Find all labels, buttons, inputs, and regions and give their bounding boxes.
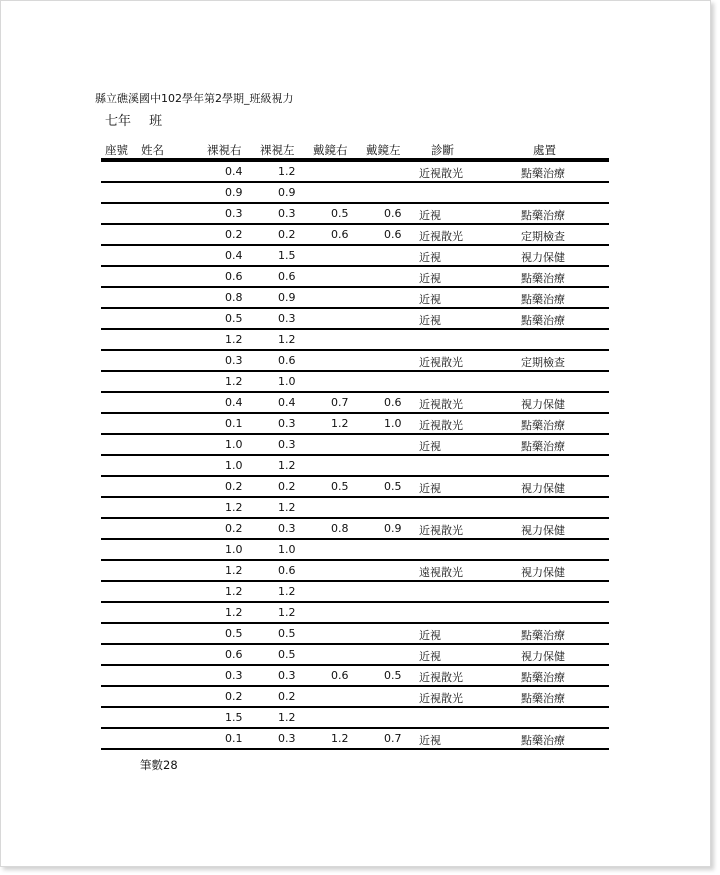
cell-diagnosis: 近視 <box>419 482 441 495</box>
table-row <box>101 393 609 414</box>
cell-treatment: 點藥治療 <box>521 440 565 453</box>
cell-naked-right: 0.2 <box>225 228 243 241</box>
cell-diagnosis: 近視 <box>419 272 441 285</box>
table-row <box>101 246 609 267</box>
cell-naked-right: 0.1 <box>225 732 243 745</box>
cell-naked-right: 0.8 <box>225 291 243 304</box>
cell-naked-left: 0.5 <box>278 648 296 661</box>
cell-glasses-left: 0.7 <box>384 732 402 745</box>
cell-glasses-left: 0.5 <box>384 669 402 682</box>
cell-treatment: 點藥治療 <box>521 209 565 222</box>
cell-glasses-right: 1.2 <box>331 417 349 430</box>
header-glasses-left: 戴鏡左 <box>366 143 401 157</box>
table-row <box>101 561 609 582</box>
cell-treatment: 點藥治療 <box>521 734 565 747</box>
cell-naked-left: 1.2 <box>278 333 296 346</box>
cell-diagnosis: 近視 <box>419 209 441 222</box>
cell-glasses-left: 0.6 <box>384 207 402 220</box>
cell-naked-right: 0.3 <box>225 207 243 220</box>
cell-naked-right: 0.3 <box>225 354 243 367</box>
cell-naked-right: 0.4 <box>225 249 243 262</box>
table-row <box>101 414 609 435</box>
cell-treatment: 視力保健 <box>521 482 565 495</box>
cell-naked-right: 0.2 <box>225 690 243 703</box>
cell-naked-right: 0.6 <box>225 648 243 661</box>
cell-naked-left: 1.0 <box>278 375 296 388</box>
cell-naked-left: 0.6 <box>278 354 296 367</box>
cell-diagnosis: 近視 <box>419 251 441 264</box>
cell-glasses-right: 0.8 <box>331 522 349 535</box>
header-treatment: 處置 <box>533 143 556 157</box>
header-name: 姓名 <box>141 143 164 157</box>
cell-glasses-left: 0.5 <box>384 480 402 493</box>
cell-diagnosis: 近視散光 <box>419 167 463 180</box>
cell-treatment: 點藥治療 <box>521 167 565 180</box>
cell-glasses-right: 0.7 <box>331 396 349 409</box>
cell-naked-left: 1.2 <box>278 606 296 619</box>
cell-treatment: 點藥治療 <box>521 629 565 642</box>
table-row <box>101 183 609 204</box>
table-row <box>101 498 609 519</box>
cell-diagnosis: 近視散光 <box>419 356 463 369</box>
table-row <box>101 267 609 288</box>
cell-naked-left: 0.4 <box>278 396 296 409</box>
table-row <box>101 204 609 225</box>
cell-naked-left: 0.9 <box>278 186 296 199</box>
report-title: 縣立礁溪國中102學年第2學期_班級視力 <box>95 92 294 105</box>
cell-treatment: 視力保健 <box>521 251 565 264</box>
table-row <box>101 708 609 729</box>
cell-diagnosis: 近視散光 <box>419 524 463 537</box>
cell-naked-left: 0.3 <box>278 417 296 430</box>
table-row <box>101 456 609 477</box>
cell-treatment: 視力保健 <box>521 566 565 579</box>
cell-diagnosis: 近視散光 <box>419 398 463 411</box>
vision-table-body <box>101 162 609 750</box>
cell-diagnosis: 近視 <box>419 440 441 453</box>
cell-naked-left: 0.2 <box>278 690 296 703</box>
cell-naked-left: 1.0 <box>278 543 296 556</box>
cell-naked-left: 0.3 <box>278 732 296 745</box>
table-row <box>101 540 609 561</box>
cell-naked-right: 1.2 <box>225 375 243 388</box>
cell-treatment: 定期檢查 <box>521 230 565 243</box>
cell-naked-left: 0.6 <box>278 270 296 283</box>
class-name-label: 班 <box>149 114 163 129</box>
cell-glasses-right: 0.5 <box>331 207 349 220</box>
header-diagnosis: 診斷 <box>431 143 454 157</box>
table-row <box>101 309 609 330</box>
cell-treatment: 定期檢查 <box>521 356 565 369</box>
cell-naked-right: 1.0 <box>225 438 243 451</box>
cell-naked-right: 0.4 <box>225 396 243 409</box>
cell-glasses-left: 0.6 <box>384 396 402 409</box>
header-glasses-right: 戴鏡右 <box>313 143 348 157</box>
cell-naked-left: 0.6 <box>278 564 296 577</box>
table-row <box>101 519 609 540</box>
header-seat: 座號 <box>105 143 128 157</box>
cell-glasses-right: 0.6 <box>331 228 349 241</box>
cell-treatment: 點藥治療 <box>521 293 565 306</box>
cell-glasses-right: 0.5 <box>331 480 349 493</box>
cell-treatment: 視力保健 <box>521 398 565 411</box>
cell-treatment: 點藥治療 <box>521 692 565 705</box>
table-row <box>101 330 609 351</box>
cell-naked-left: 0.3 <box>278 522 296 535</box>
table-row <box>101 372 609 393</box>
cell-treatment: 點藥治療 <box>521 314 565 327</box>
cell-diagnosis: 近視 <box>419 629 441 642</box>
cell-diagnosis: 近視散光 <box>419 230 463 243</box>
cell-naked-right: 0.2 <box>225 522 243 535</box>
cell-treatment: 點藥治療 <box>521 272 565 285</box>
cell-glasses-right: 1.2 <box>331 732 349 745</box>
cell-naked-right: 1.2 <box>225 585 243 598</box>
record-count: 筆數28 <box>140 758 178 772</box>
cell-naked-left: 0.2 <box>278 480 296 493</box>
cell-naked-right: 0.4 <box>225 165 243 178</box>
table-row <box>101 624 609 645</box>
cell-naked-left: 1.2 <box>278 501 296 514</box>
cell-naked-right: 1.5 <box>225 711 243 724</box>
cell-diagnosis: 近視 <box>419 314 441 327</box>
cell-diagnosis: 遠視散光 <box>419 566 463 579</box>
cell-naked-left: 1.2 <box>278 165 296 178</box>
cell-diagnosis: 近視散光 <box>419 692 463 705</box>
cell-diagnosis: 近視 <box>419 650 441 663</box>
cell-naked-right: 0.5 <box>225 312 243 325</box>
cell-diagnosis: 近視散光 <box>419 671 463 684</box>
table-header <box>103 142 609 158</box>
cell-naked-left: 0.3 <box>278 312 296 325</box>
table-row <box>101 645 609 666</box>
cell-naked-left: 0.3 <box>278 669 296 682</box>
cell-naked-right: 1.0 <box>225 543 243 556</box>
cell-treatment: 視力保健 <box>521 650 565 663</box>
cell-naked-right: 0.2 <box>225 480 243 493</box>
cell-naked-right: 0.1 <box>225 417 243 430</box>
cell-glasses-left: 0.9 <box>384 522 402 535</box>
cell-naked-right: 0.9 <box>225 186 243 199</box>
table-row <box>101 666 609 687</box>
table-row <box>101 582 609 603</box>
cell-glasses-right: 0.6 <box>331 669 349 682</box>
cell-naked-left: 1.5 <box>278 249 296 262</box>
cell-naked-right: 0.5 <box>225 627 243 640</box>
cell-naked-right: 1.2 <box>225 333 243 346</box>
cell-naked-left: 0.9 <box>278 291 296 304</box>
table-row <box>101 351 609 372</box>
table-row <box>101 687 609 708</box>
cell-naked-right: 1.2 <box>225 606 243 619</box>
cell-naked-left: 1.2 <box>278 585 296 598</box>
table-row <box>101 477 609 498</box>
cell-diagnosis: 近視 <box>419 293 441 306</box>
table-row <box>101 603 609 624</box>
grade-label: 七年 <box>105 114 132 129</box>
cell-naked-right: 1.2 <box>225 501 243 514</box>
cell-naked-right: 1.2 <box>225 564 243 577</box>
cell-naked-left: 1.2 <box>278 459 296 472</box>
header-naked-left: 裸視左 <box>260 143 295 157</box>
cell-naked-right: 0.3 <box>225 669 243 682</box>
cell-naked-left: 0.5 <box>278 627 296 640</box>
table-row <box>101 225 609 246</box>
cell-naked-right: 0.6 <box>225 270 243 283</box>
cell-diagnosis: 近視散光 <box>419 419 463 432</box>
cell-naked-left: 0.2 <box>278 228 296 241</box>
cell-naked-left: 1.2 <box>278 711 296 724</box>
cell-glasses-left: 0.6 <box>384 228 402 241</box>
class-label <box>105 110 176 129</box>
header-naked-right: 裸視右 <box>207 143 242 157</box>
cell-naked-right: 1.0 <box>225 459 243 472</box>
cell-naked-left: 0.3 <box>278 207 296 220</box>
table-row <box>101 435 609 456</box>
cell-glasses-left: 1.0 <box>384 417 402 430</box>
table-row <box>101 729 609 750</box>
table-row <box>101 162 609 183</box>
table-row <box>101 288 609 309</box>
cell-naked-left: 0.3 <box>278 438 296 451</box>
cell-treatment: 點藥治療 <box>521 419 565 432</box>
cell-diagnosis: 近視 <box>419 734 441 747</box>
cell-treatment: 點藥治療 <box>521 671 565 684</box>
cell-treatment: 視力保健 <box>521 524 565 537</box>
